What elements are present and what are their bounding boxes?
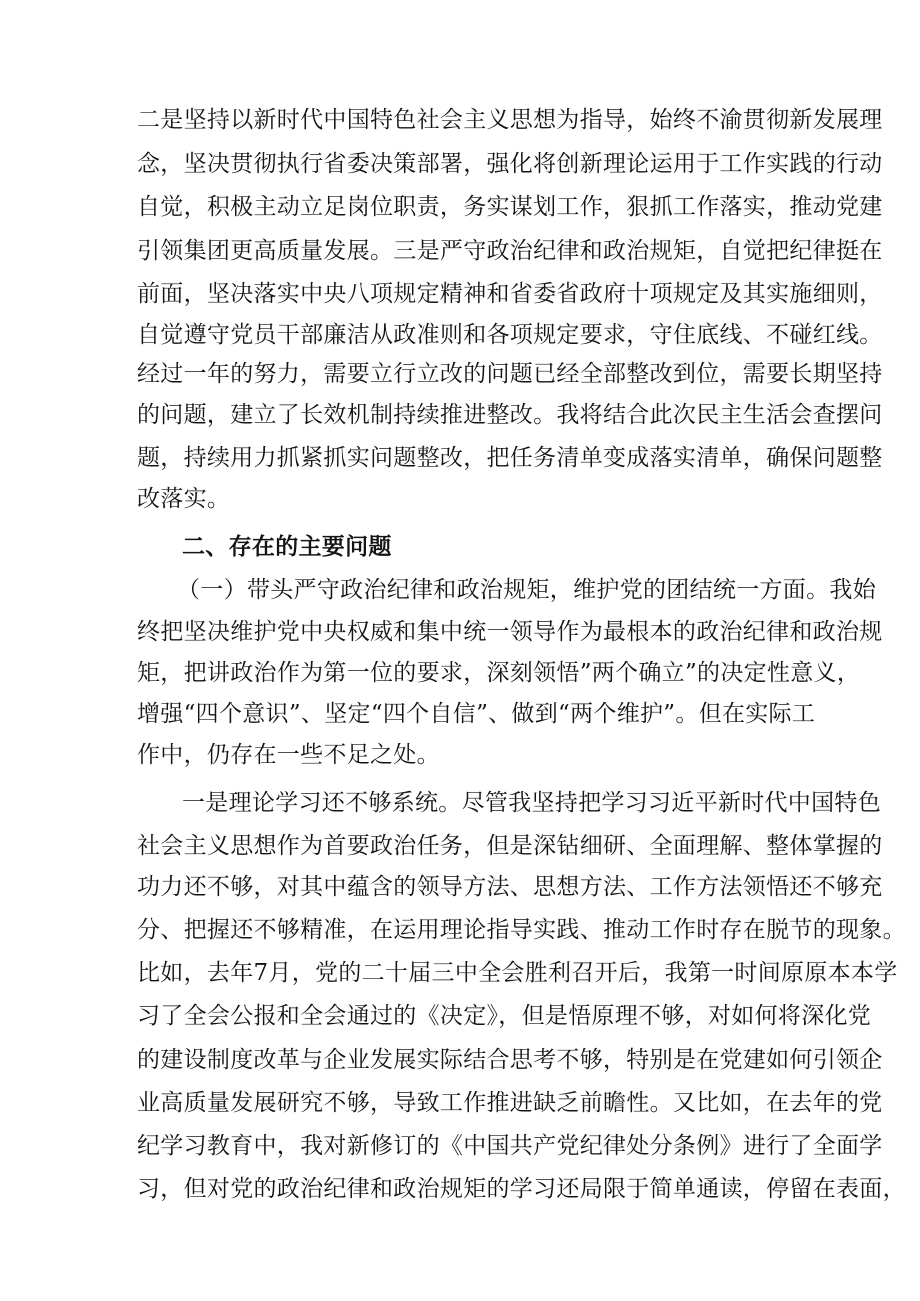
body-line: 社会主义思想作为首要政治任务，但是深钻细研、全面理解、整体掌握的: [137, 833, 883, 859]
body-line: 二是坚持以新时代中国特色社会主义思想为指导，始终不渝贯彻新发展理: [137, 107, 883, 133]
body-line: 分、把握还不够精准，在运用理论指导实践、推动工作时存在脱节的现象。: [137, 917, 906, 943]
body-line: 功力还不够，对其中蕴含的领导方法、思想方法、工作方法领悟还不够充: [137, 874, 883, 900]
body-line: 纪学习教育中，我对新修订的《中国共产党纪律处分条例》进行了全面学: [137, 1133, 883, 1159]
body-line: （一）带头严守政治纪律和政治规矩，维护党的团结统一方面。我始: [177, 577, 876, 603]
body-line: 自觉遵守党员干部廉洁从政准则和各项规定要求，守住底线、不碰红线。: [137, 322, 883, 348]
body-line: 自觉，积极主动立足岗位职责，务实谋划工作，狠抓工作落实，推动党建: [137, 194, 883, 220]
body-line: 习了全会公报和全会通过的《决定》，但是悟原理不够，对如何将深化党: [137, 1003, 872, 1029]
body-line: 引领集团更高质量发展。三是严守政治纪律和政治规矩，自觉把纪律挺在: [137, 238, 883, 264]
body-line: 的建设制度改革与企业发展实际结合思考不够，特别是在党建如何引领企: [137, 1047, 883, 1073]
body-line: 题，持续用力抓紧抓实问题整改，把任务清单变成落实清单，确保问题整: [137, 445, 883, 471]
body-line: 矩，把讲政治作为第一位的要求，深刻领悟”两个确立”的决定性意义，: [137, 660, 861, 686]
body-line: 的问题，建立了长效机制持续推进整改。我将结合此次民主生活会查摆问: [137, 402, 883, 428]
body-line: 作中，仍存在一些不足之处。: [137, 742, 440, 768]
body-line: 业高质量发展研究不够，导致工作推进缺乏前瞻性。又比如，在去年的党: [137, 1090, 883, 1116]
section-heading: 二、存在的主要问题: [182, 534, 392, 560]
body-line: 终把坚决维护党中央权威和集中统一领导作为最根本的政治纪律和政治规: [137, 619, 883, 645]
body-line: 经过一年的努力，需要立行立改的问题已经全部整改到位，需要长期坚持: [137, 361, 883, 387]
body-line: 念，坚决贯彻执行省委决策部署，强化将创新理论运用于工作实践的行动: [137, 151, 883, 177]
body-line: 比如，去年7月，党的二十届三中全会胜利召开后，我第一时间原原本本学: [137, 960, 898, 986]
body-line: 增强“四个意识”、坚定“四个自信”、做到“两个维护”。但在实际工: [137, 701, 816, 727]
body-line: 一是理论学习还不够系统。尽管我坚持把学习习近平新时代中国特色: [182, 790, 881, 816]
body-line: 前面，坚决落实中央八项规定精神和省委省政府十项规定及其实施细则，: [137, 281, 883, 307]
body-line: 习，但对党的政治纪律和政治规矩的学习还局限于简单通读，停留在表面，: [137, 1176, 906, 1202]
body-line: 改落实。: [137, 486, 231, 512]
